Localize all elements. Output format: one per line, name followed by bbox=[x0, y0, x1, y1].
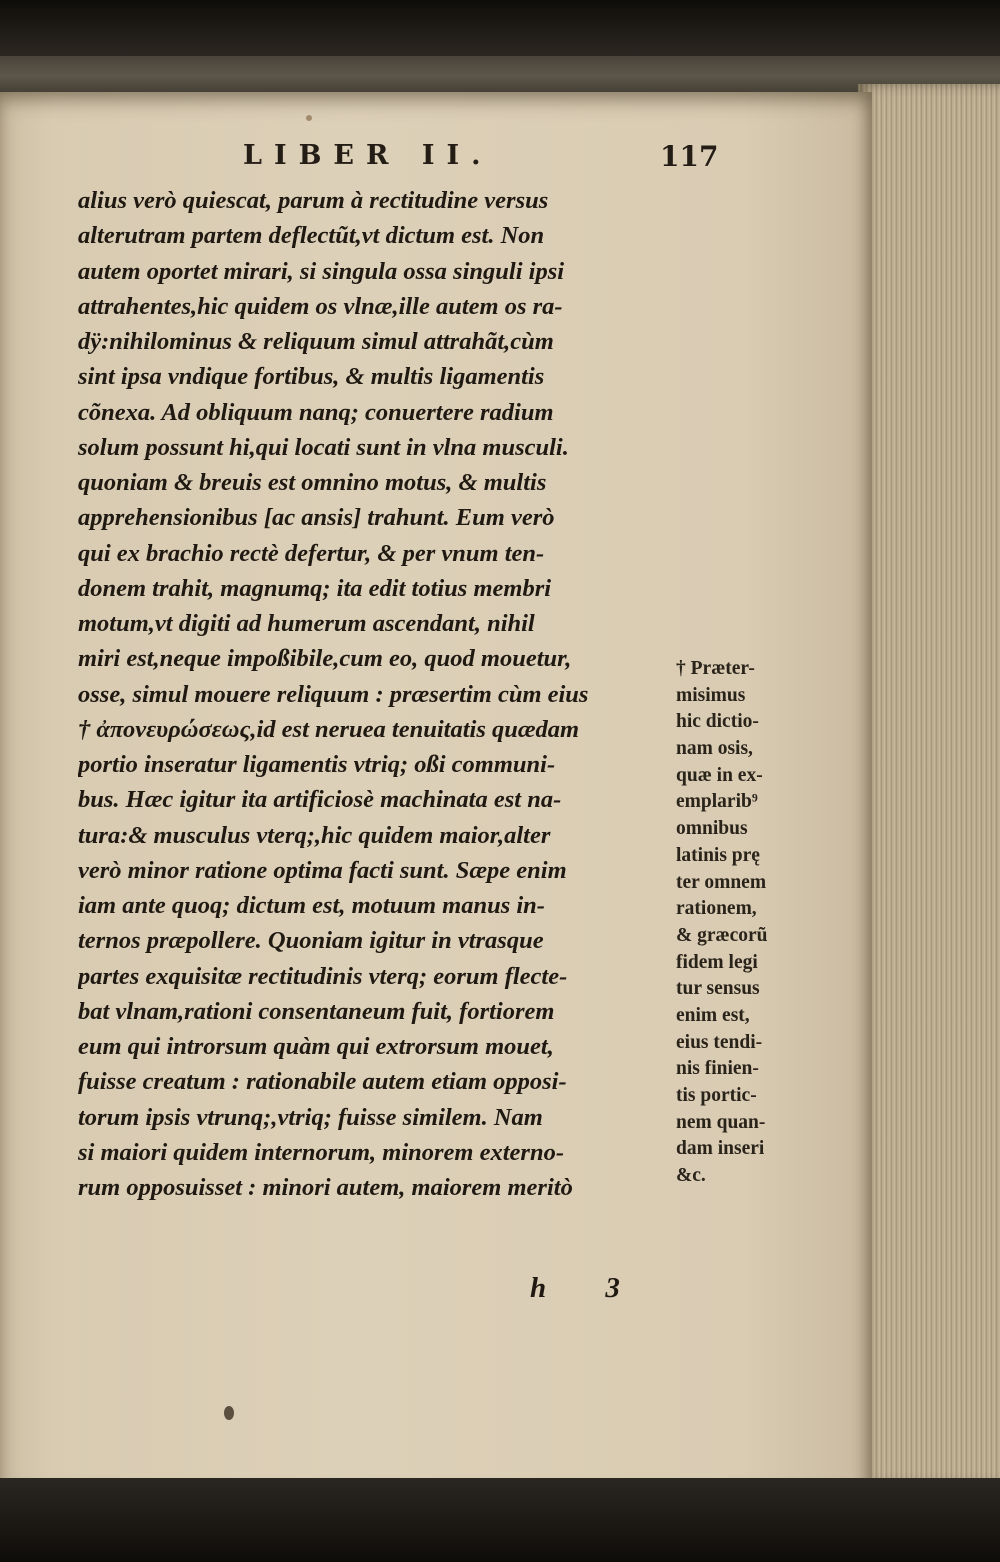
margin-line: emplarib⁹ bbox=[676, 791, 758, 813]
text-line: eum qui introrsum quàm qui extrorsum mouet, bbox=[78, 1033, 554, 1060]
text-line: tura:& musculus vterq;,hic quidem maior,alter bbox=[78, 821, 551, 849]
marginal-note bbox=[676, 656, 816, 1190]
margin-line: & græcorũ bbox=[676, 924, 768, 946]
text-line: ternos præpollere. Quoniam igitur in vtrasque bbox=[78, 927, 544, 955]
text-line: donem trahit, magnumq; ita edit totius membri bbox=[78, 574, 552, 602]
margin-line: misimus bbox=[676, 684, 746, 706]
margin-line: omnibus bbox=[676, 818, 748, 840]
text-line: solum possunt hi,qui locati sunt in vlna musculi. bbox=[78, 433, 569, 461]
margin-line: eius tendi- bbox=[676, 1031, 763, 1053]
text-line: rum opposuisset : minori autem, maiorem meritò bbox=[78, 1174, 573, 1201]
text-line: partes exquisitæ rectitudinis vterq; eorum flecte- bbox=[78, 962, 568, 990]
text-line: sint ipsa vndique fortibus, & multis ligamentis bbox=[78, 363, 545, 391]
margin-line: dam inseri bbox=[676, 1138, 765, 1160]
margin-line: enim est, bbox=[676, 1004, 750, 1026]
margin-line: nis finien- bbox=[676, 1058, 759, 1080]
signature-mark: h 3 bbox=[530, 1272, 646, 1304]
text-line: quoniam & breuis est omnino motus, & multis bbox=[78, 469, 547, 496]
margin-line: latinis prę bbox=[676, 844, 760, 866]
text-line: torum ipsis vtrunq;,vtriq; fuisse similem. Nam bbox=[78, 1103, 543, 1131]
margin-line: tis portic- bbox=[676, 1085, 757, 1106]
text-line: si maiori quidem internorum, minorem externo- bbox=[78, 1138, 564, 1166]
text-line: portio inseratur ligamentis vtriq; oßi communi- bbox=[78, 751, 556, 778]
text-line: dÿ:nihilominus & reliquum simul attrahãt,cùm bbox=[78, 328, 554, 355]
text-line: apprehensionibus [ac ansis] trahunt. Eum verò bbox=[78, 504, 555, 532]
text-line: qui ex brachio rectè defertur, & per vnum ten- bbox=[78, 539, 545, 567]
text-line: miri est,neque impoßibile,cum eo, quod mouetur, bbox=[78, 645, 572, 673]
text-line: alius verò quiescat, parum à rectitudine versus bbox=[78, 187, 549, 214]
margin-line: nam osis, bbox=[676, 738, 753, 760]
text-line: fuisse creatum : rationabile autem etiam opposi- bbox=[78, 1068, 567, 1096]
text-line: cõnexa. Ad obliquum nanq; conuertere radium bbox=[78, 398, 554, 426]
scan-background-bottom bbox=[0, 1478, 1000, 1562]
text-line: motum,vt digiti ad humerum ascendant, nihil bbox=[78, 610, 535, 637]
text-line: alterutram partem deflectũt,vt dictum est. Non bbox=[78, 222, 545, 250]
margin-line: tur sensus bbox=[676, 978, 760, 1000]
running-head: LIBER II. bbox=[243, 140, 493, 171]
margin-line: &c. bbox=[676, 1165, 706, 1187]
text-line: iam ante quoq; dictum est, motuum manus in- bbox=[78, 892, 545, 919]
paper-speck bbox=[306, 115, 312, 121]
page-edges bbox=[858, 84, 1000, 1486]
text-line: † ἀπονευρώσεως,id est neruea tenuitatis quædam bbox=[78, 715, 580, 743]
margin-line: fidem legi bbox=[676, 951, 758, 973]
text-line: osse, simul mouere reliquum : præsertim cùm eius bbox=[78, 680, 589, 708]
ink-speck bbox=[224, 1406, 234, 1420]
page-header bbox=[0, 140, 870, 180]
page-number: 117 bbox=[660, 140, 719, 173]
text-line: attrahentes,hic quidem os vlnæ,ille autem os ra- bbox=[78, 292, 563, 320]
text-line: bat vlnam,rationi consentaneum fuit, fortiorem bbox=[78, 997, 555, 1025]
margin-line: hic dictio- bbox=[676, 711, 759, 733]
margin-line: † Præter- bbox=[676, 658, 755, 679]
text-line: verò minor ratione optima facti sunt. Sæpe enim bbox=[78, 856, 567, 884]
margin-line: quæ in ex- bbox=[676, 764, 763, 786]
text-line: bus. Hæc igitur ita artificiosè machinata est na- bbox=[78, 786, 562, 814]
main-text-block bbox=[78, 183, 678, 1205]
text-line: autem oportet mirari, si singula ossa singuli ipsi bbox=[78, 257, 565, 285]
margin-line: ter omnem bbox=[676, 871, 767, 893]
margin-line: nem quan- bbox=[676, 1111, 766, 1133]
margin-line: rationem, bbox=[676, 898, 757, 920]
